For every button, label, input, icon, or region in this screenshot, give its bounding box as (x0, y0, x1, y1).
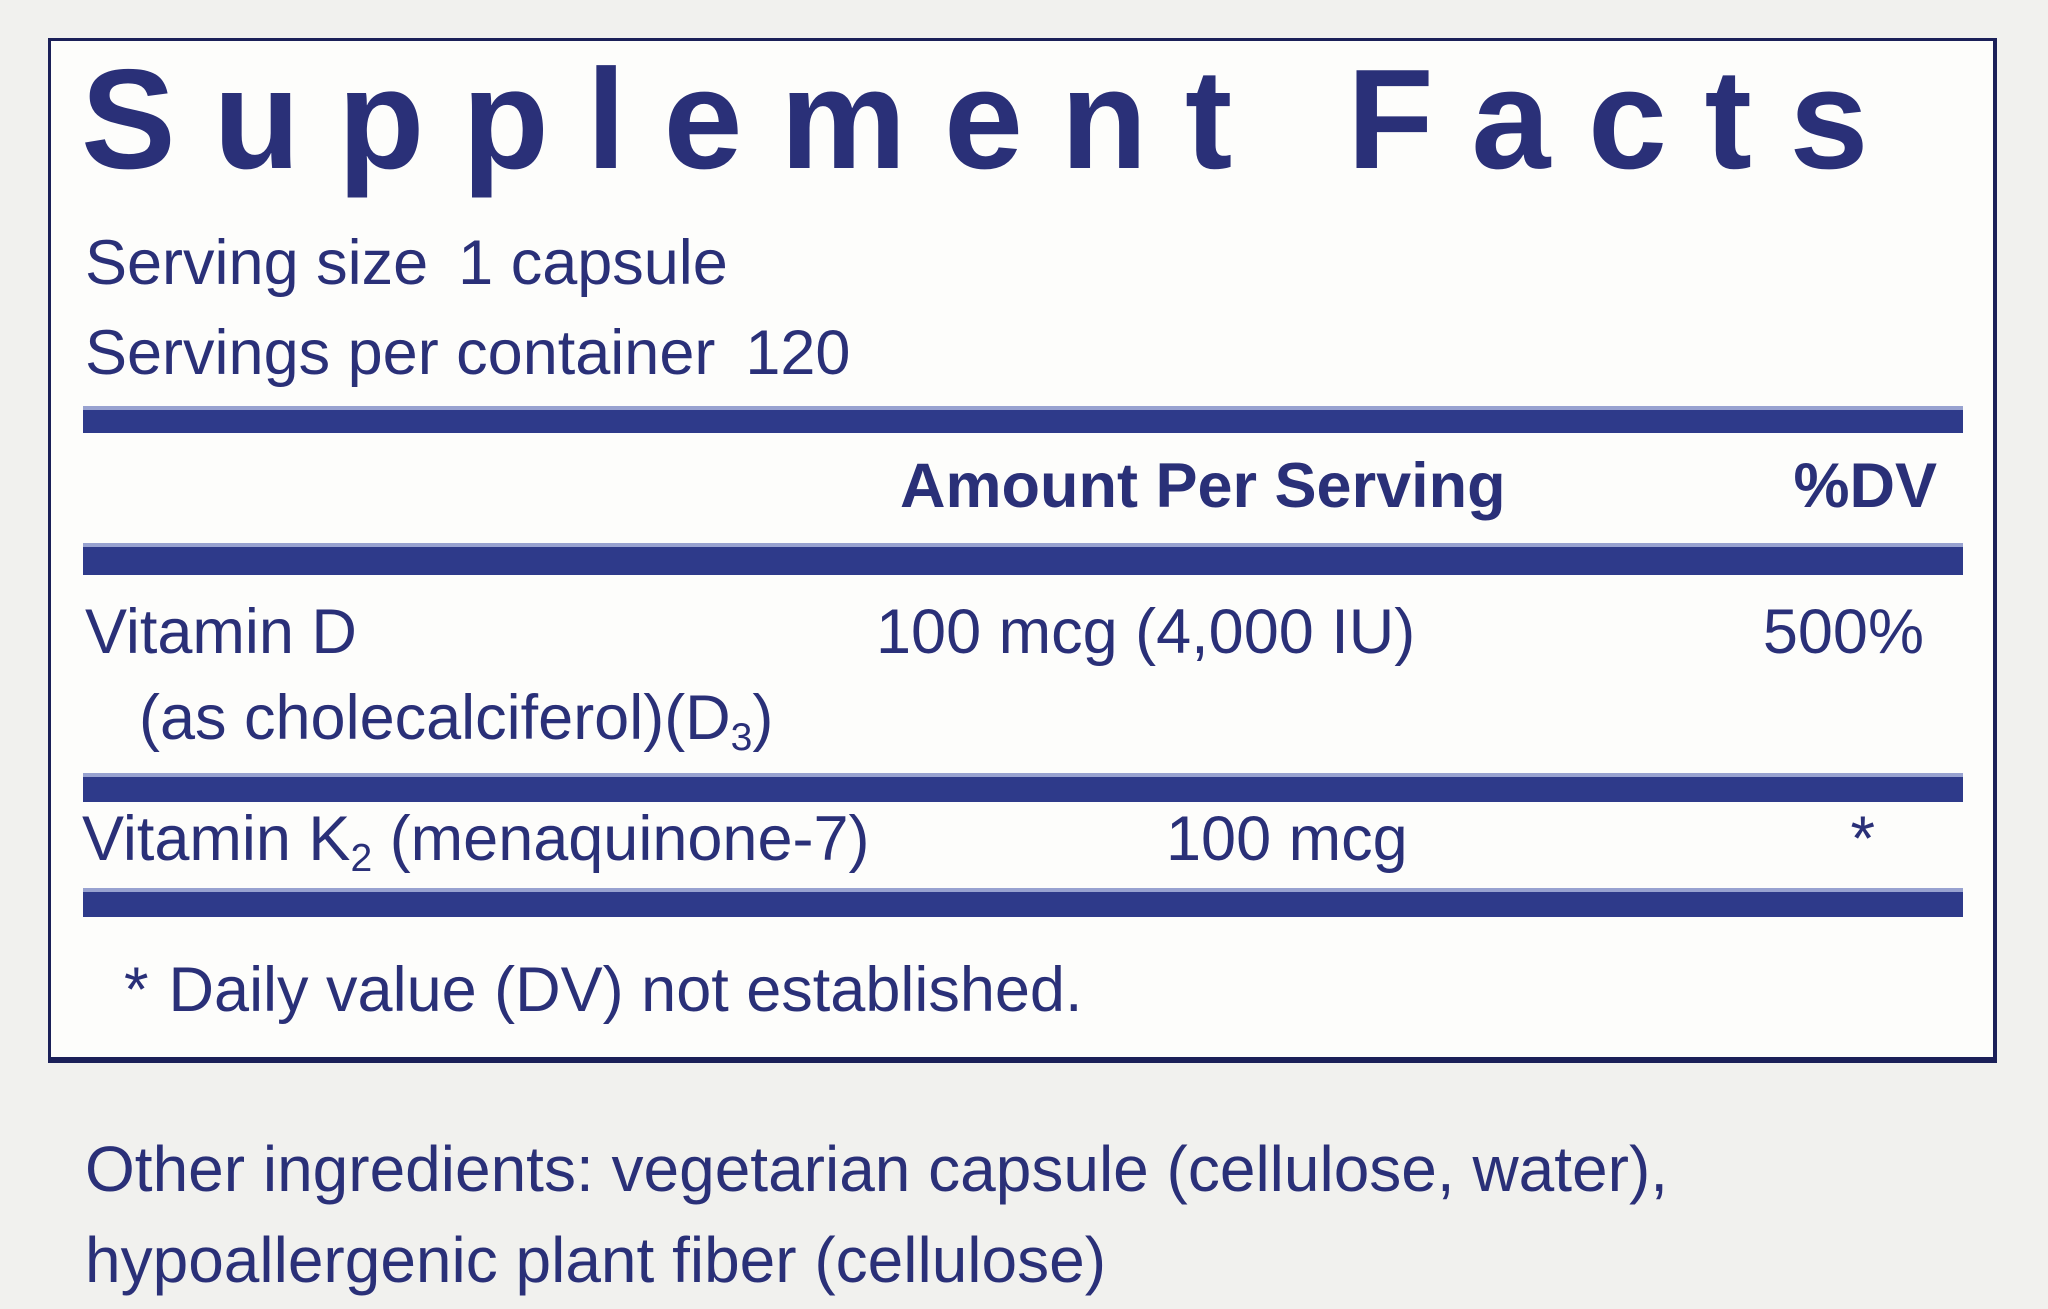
vitamin-k2-row (51, 802, 1994, 882)
supplement-facts-panel (48, 38, 1997, 1063)
amount-per-serving-header: Amount Per Serving (900, 451, 1506, 521)
vitamin-d-amount: 100 mcg (4,000 IU) (876, 597, 1416, 667)
divider-bar-header (83, 543, 1963, 575)
vitamin-k2-name-suffix: (menaquinone-7) (372, 804, 870, 874)
divider-bar-vitamin-k2 (83, 888, 1963, 917)
vitamin-d-detail-prefix: (as cholecalciferol)(D (139, 683, 731, 753)
servings-per-container-label: Servings per container (85, 318, 716, 388)
serving-size-value: 1 capsule (458, 228, 728, 298)
footnote (124, 953, 1082, 1029)
footnote-text: Daily value (DV) not established. (168, 955, 1083, 1025)
column-header-row (51, 449, 1994, 529)
other-ingredients (85, 1124, 1668, 1306)
vitamin-d-detail (139, 681, 773, 757)
vitamin-k2-name-prefix: Vitamin K (82, 804, 351, 874)
vitamin-d-dv: 500% (1762, 597, 1924, 667)
vitamin-d-detail-suffix: ) (752, 683, 774, 753)
other-ingredients-line2: hypoallergenic plant fiber (cellulose) (85, 1224, 1106, 1296)
footnote-asterisk: * (124, 955, 149, 1025)
servings-per-container-line (85, 316, 850, 392)
vitamin-d-name: Vitamin D (85, 597, 357, 667)
percent-dv-header: %DV (1793, 451, 1937, 521)
serving-size-label: Serving size (85, 228, 429, 298)
servings-per-container-value: 120 (745, 318, 851, 388)
vitamin-d-detail-subscript: 3 (730, 715, 753, 759)
vitamin-k2-amount: 100 mcg (1166, 804, 1408, 874)
serving-size-line (85, 226, 728, 302)
divider-bar-top (83, 406, 1963, 433)
other-ingredients-line1: Other ingredients: vegetarian capsule (cellulose, water), (85, 1133, 1669, 1205)
panel-title: Supplement Facts (81, 40, 1907, 199)
vitamin-k2-name (82, 802, 869, 878)
vitamin-k2-name-subscript: 2 (350, 836, 373, 880)
vitamin-d-row (51, 595, 1994, 675)
vitamin-k2-dv: * (1850, 804, 1875, 874)
divider-bar-vitamin-d (83, 773, 1963, 802)
